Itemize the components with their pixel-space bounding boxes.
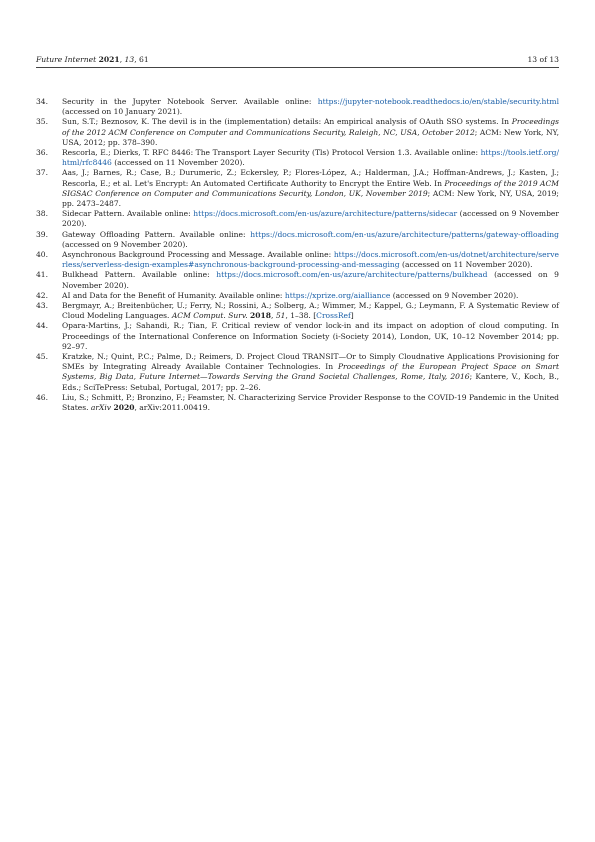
reference-link[interactable]: https://tools.ietf.org/html/rfc8446 xyxy=(62,148,559,168)
reference-item xyxy=(36,270,559,290)
reference-item xyxy=(36,97,559,117)
reference-item xyxy=(36,393,559,413)
reference-number: 46. xyxy=(36,392,49,402)
reference-item xyxy=(36,168,559,209)
reference-text-segment: Rescorla, E.; Dierks, T. RFC 8446: The Transport Layer Security (Tls) Protocol Version 1.3. Available online: xyxy=(62,148,481,158)
reference-text-segment: Liu, S.; Schmitt, P.; Bronzino, F.; Feamster, N. Characterizing Service Provider Response to the COVID-19 Pandemic in the United States. xyxy=(62,392,559,413)
page-number: 13 of 13 xyxy=(527,55,559,64)
reference-number: 36. xyxy=(36,148,49,158)
reference-text xyxy=(62,291,559,301)
reference-text-segment: Gateway Offloading Pattern. Available online: xyxy=(62,229,251,239)
reference-item xyxy=(36,291,559,301)
reference-text-segment: Opara-Martins, J.; Sahandi, R.; Tian, F. Critical review of vendor lock-in and its impact on adoption of cloud computing. In Proceedings of the International Conference on Information Society (i-Society 2014), London, UK, 10–12 November 2014; pp. 92–97. xyxy=(62,321,559,351)
reference-item xyxy=(36,352,559,393)
reference-text xyxy=(62,209,559,229)
reference-number: 45. xyxy=(36,352,49,362)
reference-link[interactable]: https://docs.microsoft.com/en-us/azure/architecture/patterns/sidecar xyxy=(193,209,458,219)
reference-text xyxy=(62,270,559,290)
reference-text-segment: Aas, J.; Barnes, R.; Case, B.; Durumeric, Z.; Eckersley, P.; Flores-López, A.; Halderman, J.A.; Hoffman-Andrews, J.; Kasten, J.; Rescorla, E.; et al. Let's Encrypt: An Automated Certificate Authority to Encrypt the Entire Web. In xyxy=(62,168,559,188)
reference-text-segment: , arXiv:2011.00419. xyxy=(134,403,210,413)
reference-number: 37. xyxy=(36,168,49,178)
reference-link[interactable]: https://docs.microsoft.com/en-us/dotnet/architecture/serverless/serverless-design-examples#asynchronous-background-processing-and-messaging xyxy=(62,250,559,270)
reference-item xyxy=(36,250,559,270)
reference-text-segment: Bergmayr, A.; Breitenbücher, U.; Ferry, N.; Rossini, A.; Solberg, A.; Wimmer, M.; Kappel, G.; Leymann, F. A Systematic Review of Cloud Modeling Languages. xyxy=(62,301,559,321)
reference-item xyxy=(36,321,559,352)
reference-text-segment: (accessed on 9 November 2020). xyxy=(62,209,559,229)
page-header xyxy=(36,55,559,65)
reference-text xyxy=(62,321,559,352)
reference-number: 39. xyxy=(36,229,49,239)
reference-item xyxy=(36,209,559,229)
reference-text-segment: (accessed on 9 November 2020). xyxy=(62,270,559,290)
reference-text-segment: Sidecar Pattern. Available online: xyxy=(62,209,194,219)
reference-link[interactable]: CrossRef xyxy=(316,311,351,321)
reference-text xyxy=(62,230,559,250)
header-rule xyxy=(36,67,559,68)
reference-italic-text: arXiv xyxy=(90,403,112,413)
reference-text-segment: (accessed on 10 January 2021). xyxy=(62,107,183,117)
journal-name: Future Internet xyxy=(36,55,97,64)
reference-italic-text: Proceedings of the European Project Space on Smart Systems, Big Data, Future Internet—Towards Serving the Grand Societal Challenges, Rome, Italy, 2016 xyxy=(62,362,559,382)
reference-text-segment: ; Kantere, V., Koch, B., Eds.; SciTePress: Setubal, Portugal, 2017; pp. 2–26. xyxy=(62,372,559,392)
reference-text-segment: Sun, S.T.; Beznosov, K. The devil is in the (implementation) details: An empirical analysis of OAuth SSO systems. In xyxy=(62,117,512,127)
reference-number: 43. xyxy=(36,301,49,311)
reference-item xyxy=(36,117,559,148)
reference-italic-text: Proceedings of the 2012 ACM Conference on Computer and Communications Security, Raleigh, NC, USA, October 2012 xyxy=(62,117,559,137)
reference-link[interactable]: https://docs.microsoft.com/en-us/azure/architecture/patterns/gateway-offloading xyxy=(250,229,559,239)
journal-article: , 61 xyxy=(134,55,149,64)
reference-text-segment: , xyxy=(271,311,276,321)
reference-item xyxy=(36,230,559,250)
reference-italic-text: Proceedings of the 2019 ACM SIGSAC Conference on Computer and Communications Security, London, UK, November 2019 xyxy=(62,178,559,198)
reference-text-segment: AI and Data for the Benefit of Humanity. Available online: xyxy=(62,290,285,300)
reference-number: 41. xyxy=(36,270,49,280)
reference-text-segment: , 1–38. [ xyxy=(285,311,317,321)
reference-text xyxy=(62,393,559,413)
reference-number: 38. xyxy=(36,209,49,219)
journal-citation: Future Internet 2021, 13, 61 xyxy=(36,55,149,64)
reference-link[interactable]: https://xprize.org/aialliance xyxy=(284,290,391,300)
reference-text-segment: ; ACM: New York, NY, USA, 2012; pp. 378–390. xyxy=(62,127,559,147)
reference-year: 2018 xyxy=(250,311,272,321)
reference-item xyxy=(36,301,559,321)
reference-number: 44. xyxy=(36,321,49,331)
reference-text-segment: ] xyxy=(350,311,354,321)
reference-text xyxy=(62,352,559,393)
reference-text-segment: (accessed on 11 November 2020). xyxy=(399,260,533,270)
reference-text-segment: ; ACM: New York, NY, USA, 2019; pp. 2473–2487. xyxy=(62,188,559,209)
reference-item xyxy=(36,148,559,168)
reference-text-segment: Kratzke, N.; Quint, P.C.; Palme, D.; Reimers, D. Project Cloud TRANSIT—Or to Simply Cloudnative Applications Provisioning for SMEs by Integrating Already Available Container Technologies. In xyxy=(62,352,559,372)
reference-number: 35. xyxy=(36,117,49,127)
reference-text-segment: Asynchronous Background Processing and Message. Available online: xyxy=(62,250,334,260)
reference-text xyxy=(62,250,559,270)
reference-italic-text: ACM Comput. Surv. xyxy=(171,311,248,321)
reference-year: 2020 xyxy=(113,403,135,413)
reference-text-segment: (accessed on 11 November 2020). xyxy=(111,158,245,168)
reference-text xyxy=(62,148,559,168)
reference-link[interactable]: https://jupyter-notebook.readthedocs.io/en/stable/security.html xyxy=(317,97,559,106)
reference-text xyxy=(62,117,559,148)
reference-link[interactable]: https://docs.microsoft.com/en-us/azure/architecture/patterns/bulkhead xyxy=(216,270,488,280)
reference-text-segment: Security in the Jupyter Notebook Server. Available online: xyxy=(62,97,318,106)
reference-italic-text: 51 xyxy=(275,311,286,321)
reference-text xyxy=(62,301,559,321)
reference-text xyxy=(62,168,559,209)
reference-text-segment: (accessed on 9 November 2020). xyxy=(390,290,519,300)
reference-text xyxy=(62,97,559,117)
reference-text-segment: Bulkhead Pattern. Available online: xyxy=(62,270,217,280)
reference-text-segment: (accessed on 9 November 2020). xyxy=(62,239,188,249)
reference-number: 34. xyxy=(36,97,49,106)
reference-number: 42. xyxy=(36,290,49,300)
reference-list xyxy=(36,97,559,413)
reference-number: 40. xyxy=(36,250,49,260)
journal-year: 2021 xyxy=(98,55,120,64)
journal-volume: 13 xyxy=(124,55,135,64)
